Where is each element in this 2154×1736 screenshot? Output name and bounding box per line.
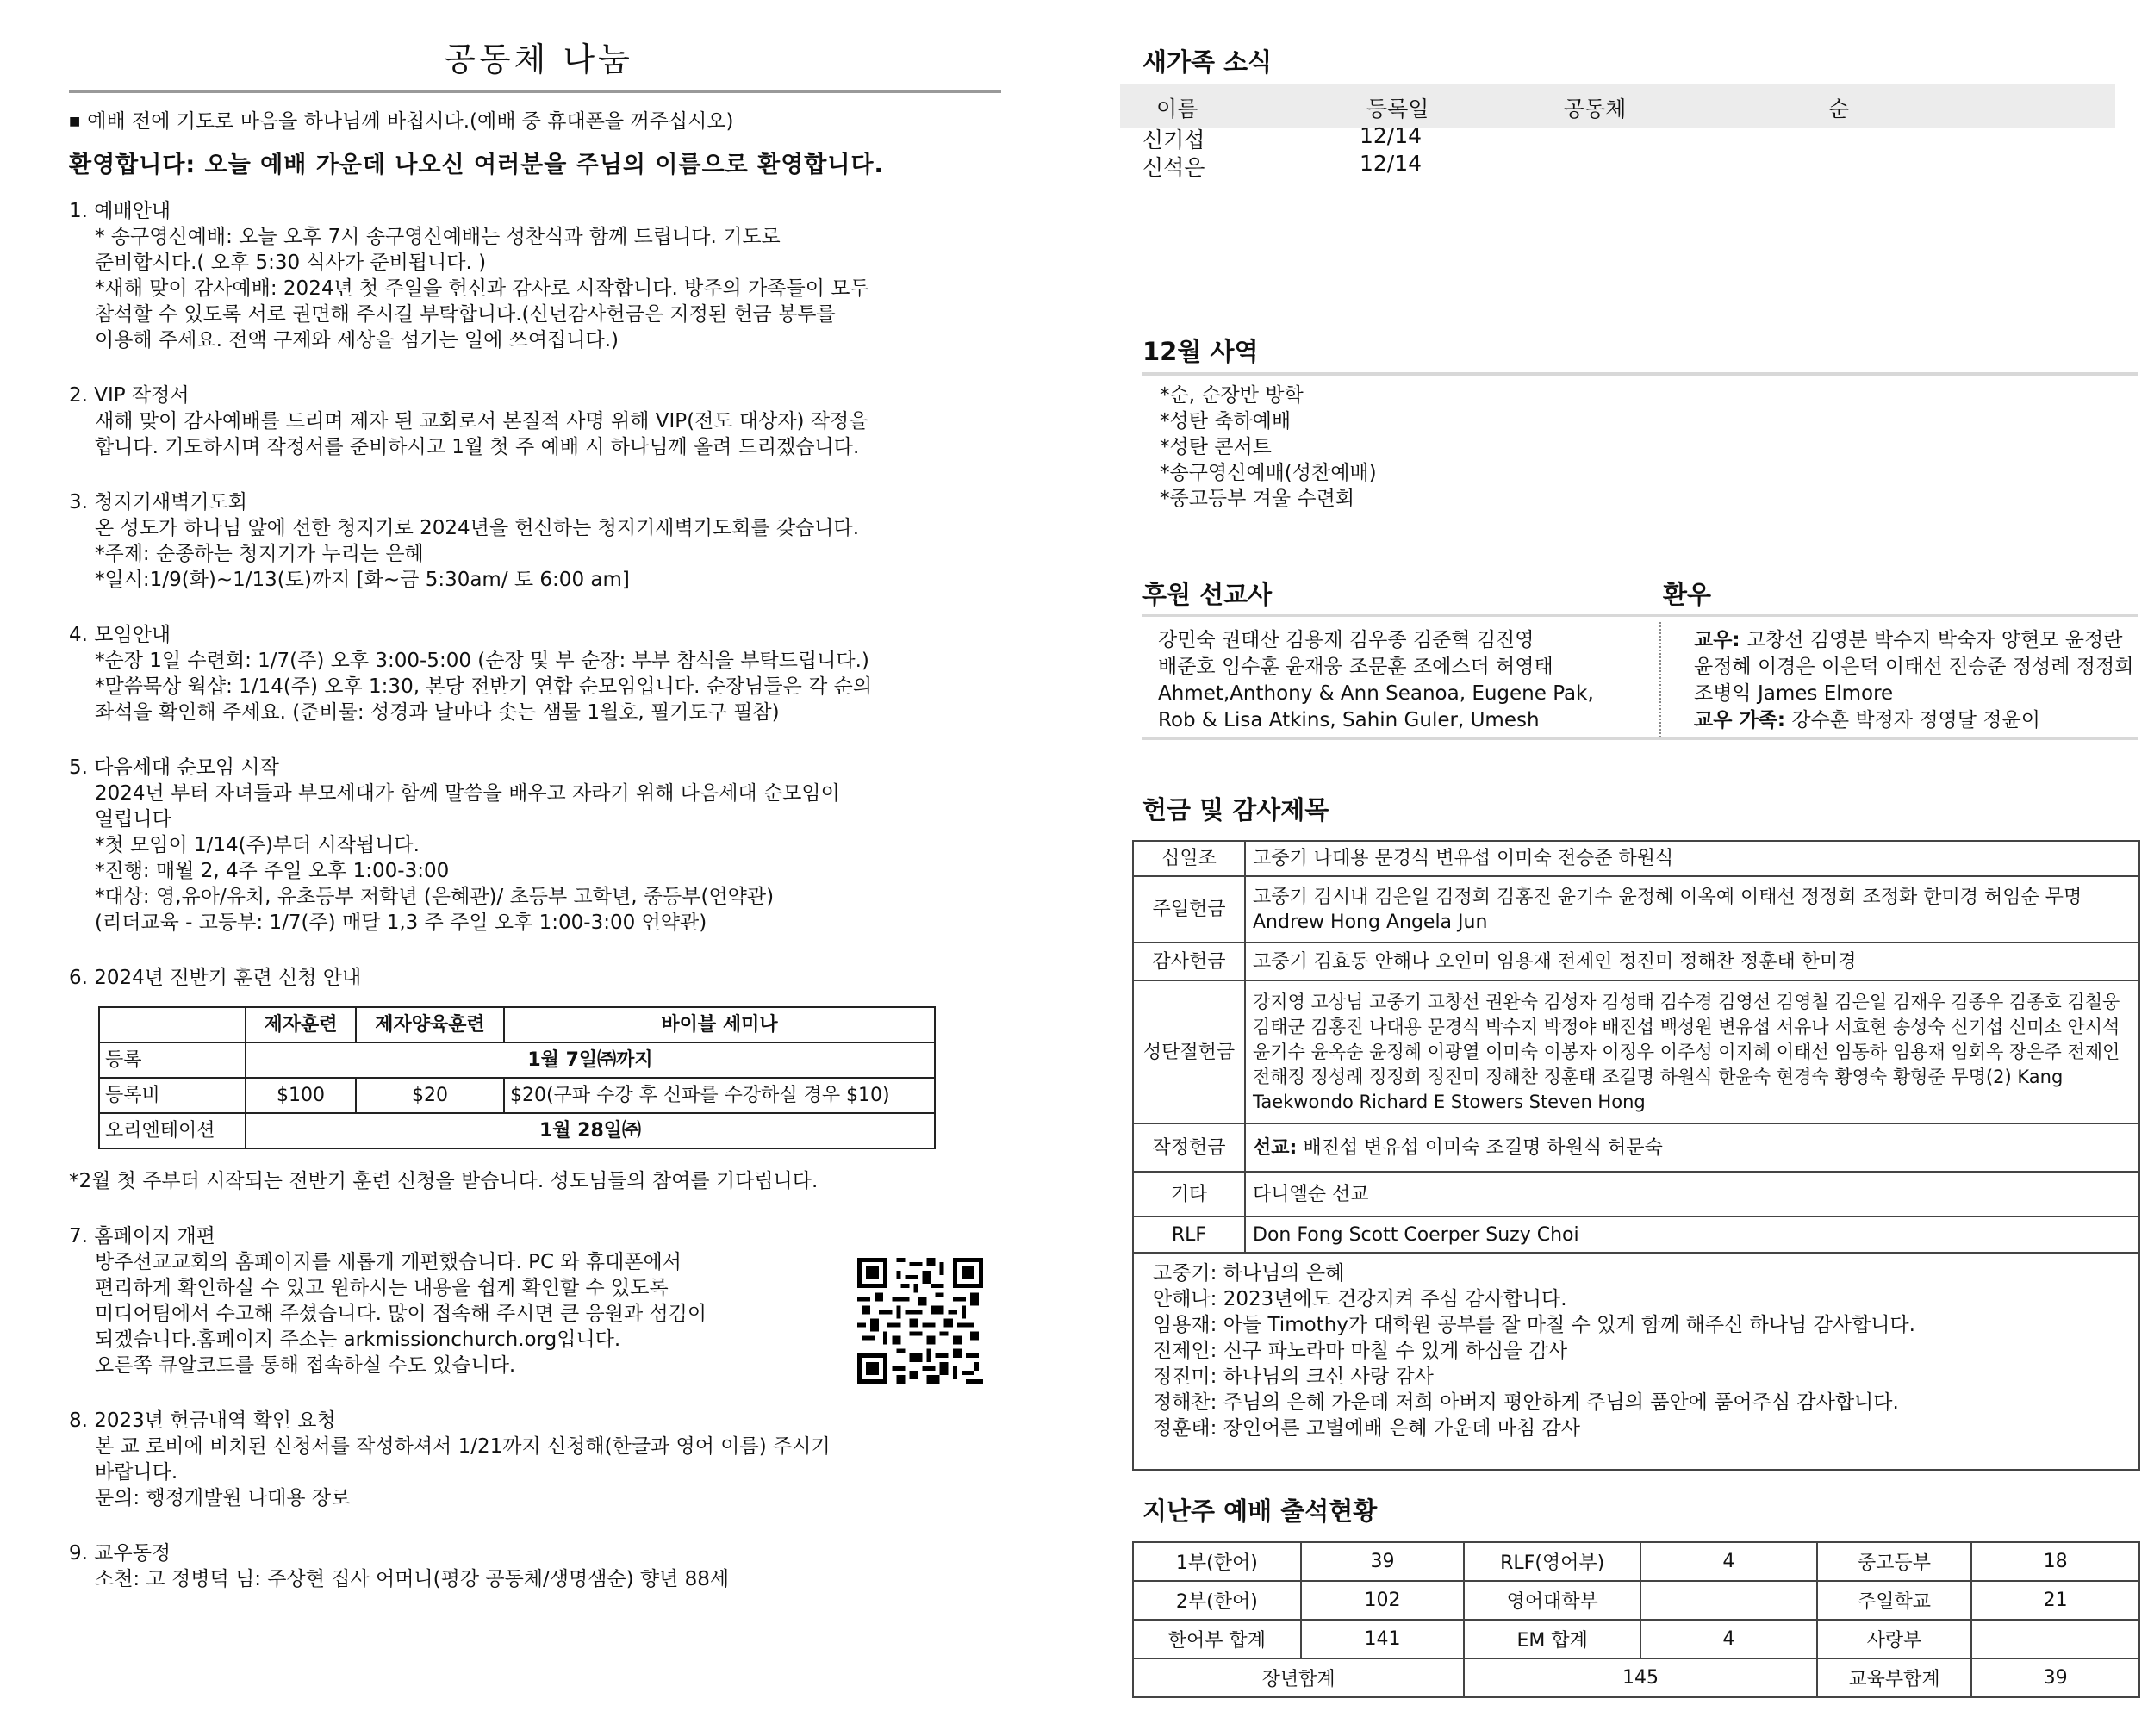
section-line: 편리하게 확인하실 수 있고 원하시는 내용을 쉽게 확인할 수 있도록 bbox=[95, 1277, 669, 1299]
table-row bbox=[1133, 1172, 2139, 1216]
family-label: 교우 가족: bbox=[1694, 709, 1786, 731]
column-header: 순 bbox=[1828, 96, 1850, 121]
new-family-name: 신기섭 bbox=[1142, 128, 1205, 152]
table-row bbox=[1133, 1123, 2139, 1172]
column-header: 등록일 bbox=[1366, 96, 1429, 121]
prayer-note-text: 예배 전에 기도로 마음을 하나님께 바칩시다.(예배 중 휴대폰을 꺼주십시오) bbox=[87, 110, 734, 133]
offering-names: 고중기 김효동 안해나 오인미 임용재 전제인 정진미 정해찬 정훈태 한미경 bbox=[1245, 943, 2139, 980]
missionary-line: Ahmet,Anthony & Ann Seanoa, Eugene Pak, bbox=[1158, 682, 1594, 705]
new-family-date: 12/14 bbox=[1360, 123, 1423, 148]
new-family-header-row bbox=[1120, 84, 2115, 128]
attendance-cell: 1부(한어) bbox=[1133, 1542, 1301, 1581]
section-line: 오른쪽 큐알코드를 통해 접속하실 수도 있습니다. bbox=[95, 1354, 516, 1377]
section-heading: 1. 예배안내 bbox=[69, 200, 171, 222]
attendance-cell: RLF(영어부) bbox=[1464, 1542, 1640, 1581]
attendance-cell: EM 합계 bbox=[1464, 1620, 1640, 1658]
sick-members-list bbox=[1694, 627, 2142, 734]
education-total-value: 39 bbox=[1971, 1658, 2139, 1697]
thanks-line: 고중기: 하나님의 은혜 bbox=[1153, 1262, 1345, 1285]
offering-names: Don Fong Scott Coerper Suzy Choi bbox=[1245, 1216, 2139, 1253]
sick-line: 조병익 James Elmore bbox=[1694, 682, 1894, 705]
table-row bbox=[1133, 1253, 2139, 1470]
table-row bbox=[1133, 1581, 2139, 1620]
column-header: 공동체 bbox=[1564, 96, 1627, 121]
section-line: (리더교육 - 고등부: 1/7(주) 매달 1,3 주 주일 오후 1:00-3:00 언약관) bbox=[95, 912, 707, 934]
section-line: *첫 모임이 1/14(주)부터 시작됩니다. bbox=[95, 834, 420, 856]
attendance-cell: 141 bbox=[1301, 1620, 1465, 1658]
thanks-line: 정진미: 하나님의 크신 사랑 감사 bbox=[1153, 1366, 1434, 1388]
section-line: *주제: 순종하는 청지기가 누리는 은혜 bbox=[95, 543, 424, 565]
missionaries-list bbox=[1158, 627, 1623, 734]
table-header: 바이블 세미나 bbox=[504, 1007, 935, 1042]
page-title: 공동체 나눔 bbox=[444, 40, 633, 78]
table-row bbox=[1133, 841, 2139, 876]
section-divider bbox=[1142, 372, 2138, 376]
square-bullet-icon: ■ bbox=[69, 115, 81, 128]
training-note: *2월 첫 주부터 시작되는 전반기 훈련 신청을 받습니다. 성도님들의 참여를 기다립니다. bbox=[69, 1170, 819, 1192]
announcement-vip bbox=[69, 383, 1008, 460]
member-label: 교우: bbox=[1694, 629, 1740, 651]
attendance-cell bbox=[1640, 1581, 1817, 1620]
sick-members-heading: 환우 bbox=[1663, 580, 1712, 609]
table-row bbox=[1133, 1216, 2139, 1253]
attendance-cell: 중고등부 bbox=[1817, 1542, 1972, 1581]
title-divider bbox=[69, 90, 1001, 93]
orientation-date: 1월 28일㈜ bbox=[246, 1113, 935, 1148]
section-line: 합니다. 기도하시며 작정서를 준비하시고 1월 첫 주 예배 시 하나님께 올려 드리겠습니다. bbox=[95, 436, 860, 458]
attendance-cell: 18 bbox=[1971, 1542, 2139, 1581]
list-item: *송구영신예배(성찬예배) bbox=[1160, 462, 1377, 484]
offering-names: 배진섭 변유섭 이미숙 조길명 하원식 허문숙 bbox=[1303, 1136, 1663, 1159]
adult-total-value: 145 bbox=[1464, 1658, 1816, 1697]
thanks-line: 안해나: 2023년에도 건강지켜 주심 감사합니다. bbox=[1153, 1288, 1567, 1310]
offering-label: 주일헌금 bbox=[1133, 876, 1245, 943]
thanks-line: 정해찬: 주님의 은혜 가운데 저희 아버지 평안하게 주님의 품안에 품어주심 감사합니다. bbox=[1153, 1391, 1899, 1414]
offering-names: 다니엘순 선교 bbox=[1245, 1172, 2139, 1216]
qr-code-icon[interactable] bbox=[857, 1258, 983, 1384]
offering-label: RLF bbox=[1133, 1216, 1245, 1253]
sick-line bbox=[1694, 707, 2142, 734]
offering-label: 감사헌금 bbox=[1133, 943, 1245, 980]
section-heading: 9. 교우동정 bbox=[69, 1542, 171, 1565]
attendance-cell: 주일학교 bbox=[1817, 1581, 1972, 1620]
offering-label: 작정헌금 bbox=[1133, 1123, 1245, 1172]
announcement-homepage bbox=[69, 1223, 1008, 1378]
attendance-cell: 한어부 합계 bbox=[1133, 1620, 1301, 1658]
missionary-line: Rob & Lisa Atkins, Sahin Guler, Umesh bbox=[1158, 709, 1540, 731]
community-sharing-column bbox=[69, 33, 1008, 1592]
announcement-worship bbox=[69, 198, 1008, 353]
welcome-message: 환영합니다: 오늘 예배 가운데 나오신 여러분을 주님의 이름으로 환영합니다. bbox=[69, 152, 884, 178]
member-names: 고창선 김영분 박수지 박숙자 양현모 윤정란 bbox=[1746, 629, 2123, 651]
table-row bbox=[1120, 123, 2115, 151]
section-line: 이용해 주세요. 전액 구제와 세상을 섬기는 일에 쓰여집니다.) bbox=[95, 329, 619, 352]
offering-label: 성탄절헌금 bbox=[1133, 980, 1245, 1123]
list-item: *중고등부 겨울 수련회 bbox=[1160, 488, 1355, 510]
fee-value: $20 bbox=[356, 1078, 504, 1113]
thanks-line: 정훈태: 장인어른 고별예배 은혜 가운데 마침 감사 bbox=[1153, 1417, 1580, 1440]
offering-label: 기타 bbox=[1133, 1172, 1245, 1216]
missionary-line: 강민숙 권태산 김용재 김우종 김준혁 김진영 bbox=[1158, 629, 1535, 651]
attendance-cell: 4 bbox=[1640, 1542, 1817, 1581]
section-heading: 5. 다음세대 순모임 시작 bbox=[69, 756, 279, 779]
announcement-offering-statement bbox=[69, 1408, 1008, 1511]
offering-table bbox=[1132, 840, 2140, 1471]
section-line: *새해 맞이 감사예배: 2024년 첫 주일을 헌신과 감사로 시작합니다. 방주의 가족들이 모두 bbox=[95, 277, 869, 300]
missionaries-heading: 후원 선교사 bbox=[1142, 580, 1273, 609]
section-line: 온 성도가 하나님 앞에 선한 청지기로 2024년을 헌신하는 청지기새벽기도회를 갖습니다. bbox=[95, 517, 860, 539]
table-header: 제자양육훈련 bbox=[356, 1007, 504, 1042]
section-line: 새해 맞이 감사예배를 드리며 제자 된 교회로서 본질적 사명 위해 VIP(전도 대상자) 작정을 bbox=[95, 410, 868, 432]
training-table bbox=[98, 1006, 936, 1149]
table-header: 제자훈련 bbox=[246, 1007, 356, 1042]
table-row bbox=[1133, 876, 2139, 943]
attendance-cell bbox=[1971, 1620, 2139, 1658]
table-row bbox=[1133, 1542, 2139, 1581]
mission-prefix: 선교: bbox=[1253, 1136, 1298, 1159]
section-line: 소천: 고 정병덕 님: 주상현 집사 어머니(평강 공동체/생명샘순) 향년 88세 bbox=[95, 1568, 730, 1590]
table-row bbox=[1120, 151, 2115, 178]
row-label: 오리엔테이션 bbox=[99, 1113, 246, 1148]
list-item: *순, 순장반 방학 bbox=[1160, 384, 1304, 407]
announcement-dawn-prayer bbox=[69, 489, 1008, 593]
offering-label: 십일조 bbox=[1133, 841, 1245, 876]
section-heading: 7. 홈페이지 개편 bbox=[69, 1225, 215, 1248]
prayer-note bbox=[69, 105, 1008, 134]
table-row bbox=[1133, 1620, 2139, 1658]
table-row bbox=[1133, 943, 2139, 980]
table-row bbox=[1133, 1658, 2139, 1697]
thanks-line: 전제인: 신구 파노라마 마칠 수 있게 하심을 감사 bbox=[1153, 1340, 1568, 1362]
section-line: 준비합시다.( 오후 5:30 식사가 준비됩니다. ) bbox=[95, 252, 487, 274]
offering-names: 강지영 고상님 고중기 고창선 권완숙 김성자 김성태 김수경 김영선 김영철 김은일 김재우 김종우 김종호 김철웅 김태군 김홍진 나대용 문경식 박수지 박정야 배진섭 백성원 변유섭 서유나 서효현 송성숙 신기섭 신미소 안시석 윤기수 윤옥순 윤정혜 이광열 이미숙 이봉자 이정우 이주성 이지혜 이태선 임동하 임용재 임회옥 장은주 전제인 전해정 정성례 정정희 정진미 정해찬 정훈태 조길명 하원식 한윤숙 현경숙 황영숙 황형준 무명(2) Kang Taekwondo Richard E Stowers Steven Hong bbox=[1245, 980, 2139, 1123]
section-heading: 4. 모임안내 bbox=[69, 624, 171, 646]
attendance-cell: 사랑부 bbox=[1817, 1620, 1972, 1658]
section-line: 미디어팀에서 수고해 주셨습니다. 많이 접속해 주시면 큰 응원과 섬김이 bbox=[95, 1303, 707, 1325]
section-line: 참석할 수 있도록 서로 권면해 주시길 부탁합니다.(신년감사헌금은 지정된 헌금 봉투를 bbox=[95, 303, 836, 326]
sick-line bbox=[1694, 627, 2142, 654]
section-line: 문의: 행정개발원 나대용 장로 bbox=[95, 1487, 351, 1509]
section-line: 바랍니다. bbox=[95, 1461, 178, 1484]
section-heading: 6. 2024년 전반기 훈련 신청 안내 bbox=[69, 967, 362, 989]
thanks-line: 임용재: 아들 Timothy가 대학원 공부를 잘 마칠 수 있게 함께 해주신 하나님 감사합니다. bbox=[1153, 1314, 1915, 1336]
announcement-training bbox=[69, 965, 1008, 1194]
adult-total-label: 장년합계 bbox=[1133, 1658, 1464, 1697]
announcement-member-news bbox=[69, 1540, 1008, 1592]
thanks-notes bbox=[1133, 1253, 2139, 1470]
section-line: *말씀묵상 웍샵: 1/14(주) 오후 1:30, 본당 전반기 연합 순모임입니다. 순장님들은 각 순의 bbox=[95, 675, 873, 698]
section-heading: 8. 2023년 헌금내역 확인 요청 bbox=[69, 1409, 336, 1432]
section-line: * 송구영신예배: 오늘 오후 7시 송구영신예배는 성찬식과 함께 드립니다. 기도로 bbox=[95, 226, 781, 248]
table-row bbox=[1133, 980, 2139, 1123]
attendance-table bbox=[1132, 1541, 2140, 1698]
section-heading: 2. VIP 작정서 bbox=[69, 384, 190, 407]
announcement-meetings bbox=[69, 622, 1008, 725]
education-total-label: 교육부합계 bbox=[1817, 1658, 1972, 1697]
section-line: *순장 1일 수련회: 1/7(주) 오후 3:00-5:00 (순장 및 부 순장: 부부 참석을 부탁드립니다.) bbox=[95, 650, 869, 672]
dotted-divider bbox=[1659, 622, 1661, 737]
column-header: 이름 bbox=[1156, 96, 1198, 121]
december-ministry-heading: 12월 사역 bbox=[1142, 337, 1259, 366]
new-family-heading: 새가족 소식 bbox=[1142, 47, 1273, 77]
section-line: 열립니다 bbox=[95, 808, 171, 831]
sick-line: 윤정혜 이경은 이은덕 이태선 전승준 정성례 정정희 bbox=[1694, 656, 2134, 678]
fee-value: $20(구파 수강 후 신파를 수강하실 경우 $10) bbox=[504, 1078, 935, 1113]
attendance-cell: 영어대학부 bbox=[1464, 1581, 1640, 1620]
attendance-cell: 4 bbox=[1640, 1620, 1817, 1658]
attendance-cell: 39 bbox=[1301, 1542, 1465, 1581]
list-item: *성탄 축하예배 bbox=[1160, 410, 1292, 432]
offering-names: 고중기 김시내 김은일 김정희 김홍진 윤기수 윤정혜 이옥예 이태선 정정희 조정화 한미경 허임순 무명 Andrew Hong Angela Jun bbox=[1245, 876, 2139, 943]
section-line: 좌석을 확인해 주세요. (준비물: 성경과 날마다 솟는 샘물 1월호, 필기도구 필참) bbox=[95, 701, 780, 724]
list-item: *성탄 콘서트 bbox=[1160, 436, 1272, 458]
table-corner bbox=[99, 1007, 246, 1042]
section-line: 방주선교교회의 홈페이지를 새롭게 개편했습니다. PC 와 휴대폰에서 bbox=[95, 1251, 682, 1273]
announcement-next-generation bbox=[69, 755, 1008, 936]
attendance-cell: 21 bbox=[1971, 1581, 2139, 1620]
section-heading: 3. 청지기새벽기도회 bbox=[69, 491, 247, 513]
december-ministry-list bbox=[1160, 383, 1377, 512]
offering-names-cell bbox=[1245, 1123, 2139, 1172]
section-line: *대상: 영,유아/유치, 유초등부 저학년 (은혜관)/ 초등부 고학년, 중등부(언약관) bbox=[95, 886, 775, 908]
missionaries-box bbox=[1142, 614, 2138, 740]
section-line: 2024년 부터 자녀들과 부모세대가 함께 말씀을 배우고 자라기 위해 다음세대 순모임이 bbox=[95, 782, 840, 805]
section-line: *진행: 매월 2, 4주 주일 오후 1:00-3:00 bbox=[95, 860, 450, 882]
offering-names: 고중기 나대용 문경식 변유섭 이미숙 전승준 하원식 bbox=[1245, 841, 2139, 876]
row-label: 등록비 bbox=[99, 1078, 246, 1113]
offering-heading: 헌금 및 감사제목 bbox=[1142, 795, 1329, 824]
attendance-cell: 2부(한어) bbox=[1133, 1581, 1301, 1620]
section-line: 되겠습니다.홈페이지 주소는 arkmissionchurch.org입니다. bbox=[95, 1328, 621, 1351]
section-line: 본 교 로비에 비치된 신청서를 작성하셔서 1/21까지 신청해(한글과 영어 이름) 주시기 bbox=[95, 1435, 831, 1458]
new-family-name: 신석은 bbox=[1142, 155, 1205, 180]
attendance-heading: 지난주 예배 출석현황 bbox=[1142, 1496, 1378, 1526]
family-names: 강수훈 박정자 정영달 정윤이 bbox=[1791, 709, 2040, 731]
attendance-cell: 102 bbox=[1301, 1581, 1465, 1620]
section-line: *일시:1/9(화)~1/13(토)까지 [화~금 5:30am/ 토 6:00 am] bbox=[95, 569, 630, 591]
missionary-line: 배준호 임수훈 윤재웅 조문훈 조에스더 허영태 bbox=[1158, 656, 1553, 678]
register-deadline: 1월 7일㈜까지 bbox=[246, 1042, 935, 1078]
new-family-date: 12/14 bbox=[1360, 151, 1423, 176]
row-label: 등록 bbox=[99, 1042, 246, 1078]
fee-value: $100 bbox=[246, 1078, 356, 1113]
